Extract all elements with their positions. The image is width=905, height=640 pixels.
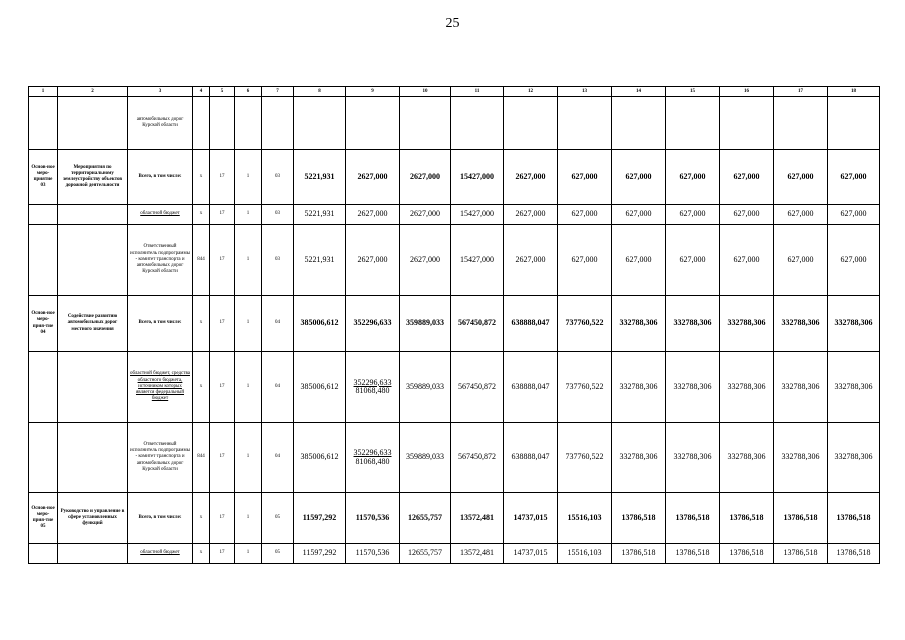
event-number-cell: 03 — [262, 150, 294, 205]
subprogram-code-cell: 1 — [235, 544, 262, 564]
event-name-cell — [58, 423, 128, 493]
amount-cell: 15516,103 — [558, 493, 612, 544]
amount-cell: 627,000 — [774, 225, 828, 296]
table-row — [29, 493, 880, 544]
event-code-cell: Основ-ное меро-прия-тие 04 — [29, 296, 58, 352]
amount-cell: 332788,306 — [774, 352, 828, 423]
event-name-cell — [58, 205, 128, 225]
event-code-cell — [29, 225, 58, 296]
amount-cell: 13786,518 — [666, 544, 720, 564]
amount-cell: 332788,306 — [828, 352, 880, 423]
event-name-cell — [58, 544, 128, 564]
column-number: 14 — [612, 87, 666, 97]
gov-code-cell: х — [193, 544, 210, 564]
amount-value: 352296,633 — [353, 377, 392, 387]
amount-cell: 332788,306 — [666, 423, 720, 493]
funding-source-cell: Всего, в том числе: — [128, 493, 193, 544]
subprogram-code-cell: 1 — [235, 205, 262, 225]
program-code-cell: 17 — [210, 544, 235, 564]
event-number-cell: 03 — [262, 225, 294, 296]
amount-cell: 359889,033 — [400, 423, 451, 493]
amount-cell: 13572,481 — [451, 493, 504, 544]
event-name-cell — [58, 97, 128, 150]
gov-code-cell: х — [193, 150, 210, 205]
event-code-cell: Основ-ное меро-приятие 03 — [29, 150, 58, 205]
header-row — [29, 87, 880, 97]
federal-amount-value: 81068,480 — [355, 386, 390, 395]
amount-cell: 359889,033 — [400, 352, 451, 423]
amount-cell: 13786,518 — [774, 493, 828, 544]
amount-cell: 627,000 — [612, 150, 666, 205]
amount-cell: 332788,306 — [828, 423, 880, 493]
amount-cell: 11597,292 — [294, 493, 346, 544]
amount-cell: 332788,306 — [720, 296, 774, 352]
amount-cell: 627,000 — [720, 225, 774, 296]
subprogram-code-cell: 1 — [235, 493, 262, 544]
amount-cell — [504, 97, 558, 150]
amount-value: 352296,633 — [353, 448, 392, 458]
amount-cell: 359889,033 — [400, 296, 451, 352]
table-row — [29, 544, 880, 564]
column-number: 9 — [346, 87, 400, 97]
program-code-cell: 17 — [210, 423, 235, 493]
amount-cell: 737760,522 — [558, 296, 612, 352]
amount-cell: 15427,000 — [451, 150, 504, 205]
table-row — [29, 423, 880, 493]
program-code-cell: 17 — [210, 493, 235, 544]
amount-cell — [774, 97, 828, 150]
amount-cell: 14737,015 — [504, 493, 558, 544]
amount-cell: 737760,522 — [558, 423, 612, 493]
amount-cell: 385006,612 — [294, 423, 346, 493]
amount-cell: 627,000 — [558, 150, 612, 205]
event-name-cell: Руководство и управление в сфере установленных функций — [58, 493, 128, 544]
amount-cell: 627,000 — [774, 150, 828, 205]
event-name-cell — [58, 225, 128, 296]
column-number: 1 — [29, 87, 58, 97]
amount-cell: 2627,000 — [504, 205, 558, 225]
amount-cell: 5221,931 — [294, 205, 346, 225]
amount-cell: 627,000 — [612, 205, 666, 225]
column-number: 15 — [666, 87, 720, 97]
funding-source-cell — [128, 205, 193, 225]
table-row — [29, 352, 880, 423]
amount-cell: 12655,757 — [400, 493, 451, 544]
funding-source-cell: Ответственный исполнитель подпрограммы - комитет транспорта и автомобильных дорог Курской области — [128, 423, 193, 493]
federal-amount-value: 81068,480 — [355, 456, 390, 466]
event-number-cell: 04 — [262, 352, 294, 423]
event-name-cell: Мероприятия по территориальному землеустройству объектов дорожной деятельности — [58, 150, 128, 205]
amount-cell: 2627,000 — [346, 150, 400, 205]
event-number-cell — [262, 97, 294, 150]
amount-cell: 13786,518 — [666, 493, 720, 544]
funding-source-cell — [128, 352, 193, 423]
amount-cell: 11570,536 — [346, 544, 400, 564]
column-number: 3 — [128, 87, 193, 97]
event-number-cell: 04 — [262, 296, 294, 352]
amount-cell: 2627,000 — [400, 205, 451, 225]
funding-source-cell: Всего, в том числе: — [128, 296, 193, 352]
amount-cell — [400, 97, 451, 150]
budget-table — [28, 86, 880, 564]
amount-cell: 385006,612 — [294, 352, 346, 423]
column-number: 11 — [451, 87, 504, 97]
program-code-cell: 17 — [210, 296, 235, 352]
amount-cell — [451, 97, 504, 150]
amount-cell: 332788,306 — [828, 296, 880, 352]
subprogram-code-cell: 1 — [235, 423, 262, 493]
amount-cell: 627,000 — [558, 225, 612, 296]
amount-cell: 638888,047 — [504, 423, 558, 493]
column-number: 7 — [262, 87, 294, 97]
amount-cell: 2627,000 — [400, 150, 451, 205]
amount-cell: 2627,000 — [504, 150, 558, 205]
amount-cell: 13572,481 — [451, 544, 504, 564]
event-number-cell: 05 — [262, 544, 294, 564]
amount-cell: 352296,633 — [346, 296, 400, 352]
amount-cell: 627,000 — [720, 150, 774, 205]
amount-cell — [666, 97, 720, 150]
gov-code-cell: х — [193, 493, 210, 544]
amount-cell: 2627,000 — [346, 205, 400, 225]
amount-cell: 627,000 — [774, 205, 828, 225]
amount-cell — [346, 352, 400, 423]
amount-cell — [720, 97, 774, 150]
column-number: 18 — [828, 87, 880, 97]
program-code-cell: 17 — [210, 150, 235, 205]
amount-cell: 14737,015 — [504, 544, 558, 564]
amount-cell: 332788,306 — [612, 423, 666, 493]
amount-cell: 332788,306 — [774, 423, 828, 493]
amount-cell — [828, 97, 880, 150]
table-row — [29, 296, 880, 352]
amount-cell: 627,000 — [666, 150, 720, 205]
gov-code-cell: 844 — [193, 423, 210, 493]
amount-cell: 332788,306 — [666, 352, 720, 423]
funding-source-label: областной бюджет — [140, 211, 180, 217]
event-code-cell — [29, 205, 58, 225]
amount-cell: 332788,306 — [720, 352, 774, 423]
amount-cell: 13786,518 — [612, 493, 666, 544]
amount-cell — [346, 423, 400, 493]
amount-cell: 13786,518 — [828, 544, 880, 564]
amount-cell: 332788,306 — [720, 423, 774, 493]
event-code-cell — [29, 352, 58, 423]
amount-cell: 332788,306 — [666, 296, 720, 352]
program-code-cell — [210, 97, 235, 150]
column-number: 5 — [210, 87, 235, 97]
subprogram-code-cell — [235, 97, 262, 150]
amount-cell: 12655,757 — [400, 544, 451, 564]
column-number: 10 — [400, 87, 451, 97]
amount-cell: 2627,000 — [400, 225, 451, 296]
event-code-cell — [29, 423, 58, 493]
gov-code-cell — [193, 97, 210, 150]
amount-cell: 627,000 — [666, 205, 720, 225]
column-number: 16 — [720, 87, 774, 97]
funding-source-cell: Ответственный исполнитель подпрограммы - комитет транспорта и автомобильных дорог Курской области — [128, 225, 193, 296]
amount-cell: 385006,612 — [294, 296, 346, 352]
column-number: 6 — [235, 87, 262, 97]
amount-cell: 627,000 — [720, 205, 774, 225]
amount-cell: 737760,522 — [558, 352, 612, 423]
column-number: 13 — [558, 87, 612, 97]
amount-cell: 13786,518 — [828, 493, 880, 544]
event-number-cell: 05 — [262, 493, 294, 544]
amount-cell: 5221,931 — [294, 150, 346, 205]
amount-cell: 11570,536 — [346, 493, 400, 544]
amount-cell: 332788,306 — [774, 296, 828, 352]
amount-cell: 627,000 — [612, 225, 666, 296]
table-row — [29, 205, 880, 225]
amount-cell: 15516,103 — [558, 544, 612, 564]
program-code-cell: 17 — [210, 225, 235, 296]
amount-cell: 5221,931 — [294, 225, 346, 296]
amount-cell: 627,000 — [828, 225, 880, 296]
funding-source-cell: Всего, в том числе: — [128, 150, 193, 205]
gov-code-cell: х — [193, 352, 210, 423]
amount-cell: 13786,518 — [720, 544, 774, 564]
event-number-cell: 04 — [262, 423, 294, 493]
subprogram-code-cell: 1 — [235, 225, 262, 296]
column-number: 12 — [504, 87, 558, 97]
event-code-cell — [29, 97, 58, 150]
amount-cell — [346, 97, 400, 150]
event-name-cell — [58, 352, 128, 423]
amount-cell: 332788,306 — [612, 296, 666, 352]
amount-cell: 567450,872 — [451, 352, 504, 423]
amount-cell: 627,000 — [666, 225, 720, 296]
amount-cell: 567450,872 — [451, 296, 504, 352]
subprogram-code-cell: 1 — [235, 296, 262, 352]
event-code-cell: Основ-ное меро-прия-тие 05 — [29, 493, 58, 544]
amount-cell: 13786,518 — [612, 544, 666, 564]
table-row — [29, 97, 880, 150]
amount-cell — [294, 97, 346, 150]
subprogram-code-cell: 1 — [235, 352, 262, 423]
gov-code-cell: х — [193, 296, 210, 352]
subprogram-code-cell: 1 — [235, 150, 262, 205]
amount-cell: 627,000 — [828, 150, 880, 205]
funding-source-label: областной бюджет, средства областного бюджета, источником которых является федеральный бюджет — [130, 371, 190, 402]
program-code-cell: 17 — [210, 352, 235, 423]
event-name-cell: Содействие развитию автомобильных дорог местного значения — [58, 296, 128, 352]
column-number: 8 — [294, 87, 346, 97]
amount-cell: 2627,000 — [346, 225, 400, 296]
table-row — [29, 225, 880, 296]
amount-cell: 15427,000 — [451, 225, 504, 296]
funding-source-label: областной бюджет — [140, 550, 180, 556]
gov-code-cell: 844 — [193, 225, 210, 296]
amount-cell: 638888,047 — [504, 296, 558, 352]
amount-cell: 332788,306 — [612, 352, 666, 423]
amount-cell: 627,000 — [558, 205, 612, 225]
program-code-cell: 17 — [210, 205, 235, 225]
amount-cell: 11597,292 — [294, 544, 346, 564]
event-code-cell — [29, 544, 58, 564]
funding-source-cell — [128, 544, 193, 564]
column-number: 4 — [193, 87, 210, 97]
funding-source-cell: автомобильных дорог Курской области — [128, 97, 193, 150]
amount-cell: 638888,047 — [504, 352, 558, 423]
gov-code-cell: х — [193, 205, 210, 225]
amount-cell: 2627,000 — [504, 225, 558, 296]
column-number: 17 — [774, 87, 828, 97]
event-number-cell: 03 — [262, 205, 294, 225]
amount-cell: 13786,518 — [774, 544, 828, 564]
amount-cell — [612, 97, 666, 150]
amount-cell: 15427,000 — [451, 205, 504, 225]
amount-cell — [558, 97, 612, 150]
page-number: 25 — [445, 16, 460, 31]
amount-cell: 627,000 — [828, 205, 880, 225]
amount-cell: 13786,518 — [720, 493, 774, 544]
table-row — [29, 150, 880, 205]
column-number: 2 — [58, 87, 128, 97]
amount-cell: 567450,872 — [451, 423, 504, 493]
